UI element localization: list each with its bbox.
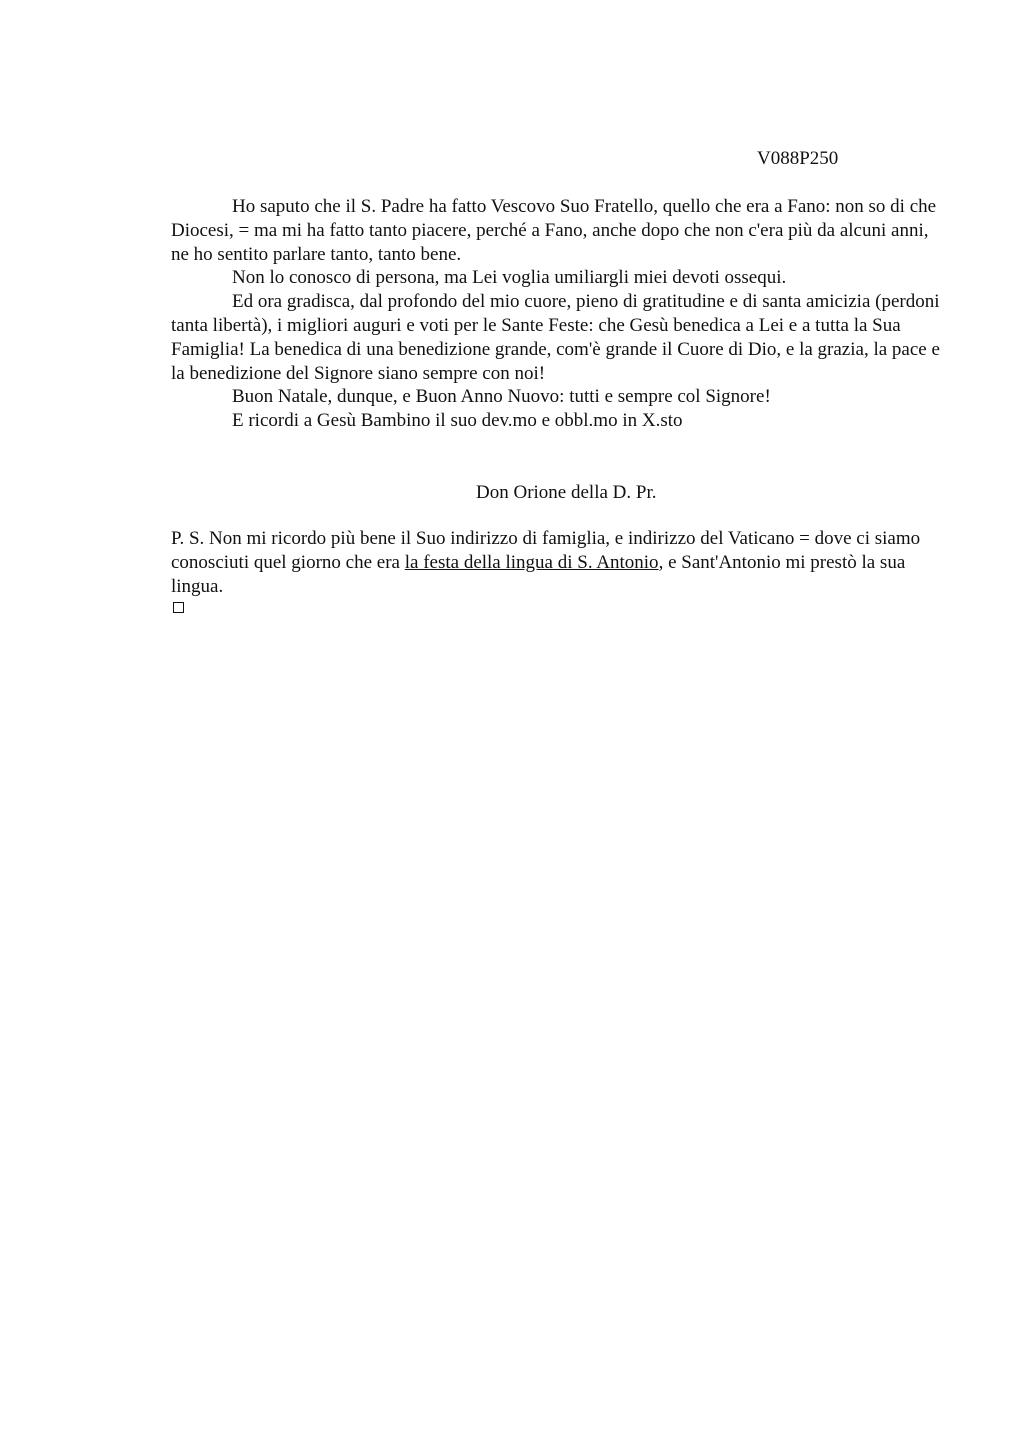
paragraph-2: Non lo conosco di persona, ma Lei voglia umiliargli miei devoti ossequi. xyxy=(232,267,787,289)
signature: Don Orione della D. Pr. xyxy=(476,482,657,503)
document-code: V088P250 xyxy=(757,148,839,169)
postscript xyxy=(171,527,941,598)
postscript-paragraph xyxy=(171,527,941,598)
postscript-text-before: P. S. Non mi ricordo più bene il Suo indirizzo di famiglia, e indirizzo del Vaticano = dove ci siamo conosciuti quel giorno che era xyxy=(171,528,921,573)
paragraph-4: Buon Natale, dunque, e Buon Anno Nuovo: tutti e sempre col Signore! xyxy=(232,386,771,408)
postscript-underlined-text: la festa della lingua di S. Antonio xyxy=(404,551,659,573)
postscript-text-after: , e Sant'Antonio mi prestò la sua lingua. xyxy=(171,551,906,597)
paragraph-3: Ed ora gradisca, dal profondo del mio cuore, pieno di gratitudine e di santa amicizia (perdoni tanta libertà), i migliori auguri e voti per le Sante Feste: che Gesù benedica a Lei e a tutta la Sua Famiglia! La benedica di una benedizione grande, com'è grande il Cuore di Dio, e la grazia, la pace e la benedizione del Signore siano sempre con noi! xyxy=(171,291,940,384)
empty-square-icon xyxy=(173,602,184,613)
paragraph-1: Ho saputo che il S. Padre ha fatto Vescovo Suo Fratello, quello che era a Fano: non so di che Diocesi, = ma mi ha fatto tanto piacere, perché a Fano, anche dopo che non c'era più da alcuni anni, ne ho sentito parlare tanto, tanto bene. xyxy=(171,196,937,265)
paragraph-5: E ricordi a Gesù Bambino il suo dev.mo e obbl.mo in X.sto xyxy=(232,410,683,432)
letter-body xyxy=(171,195,941,433)
